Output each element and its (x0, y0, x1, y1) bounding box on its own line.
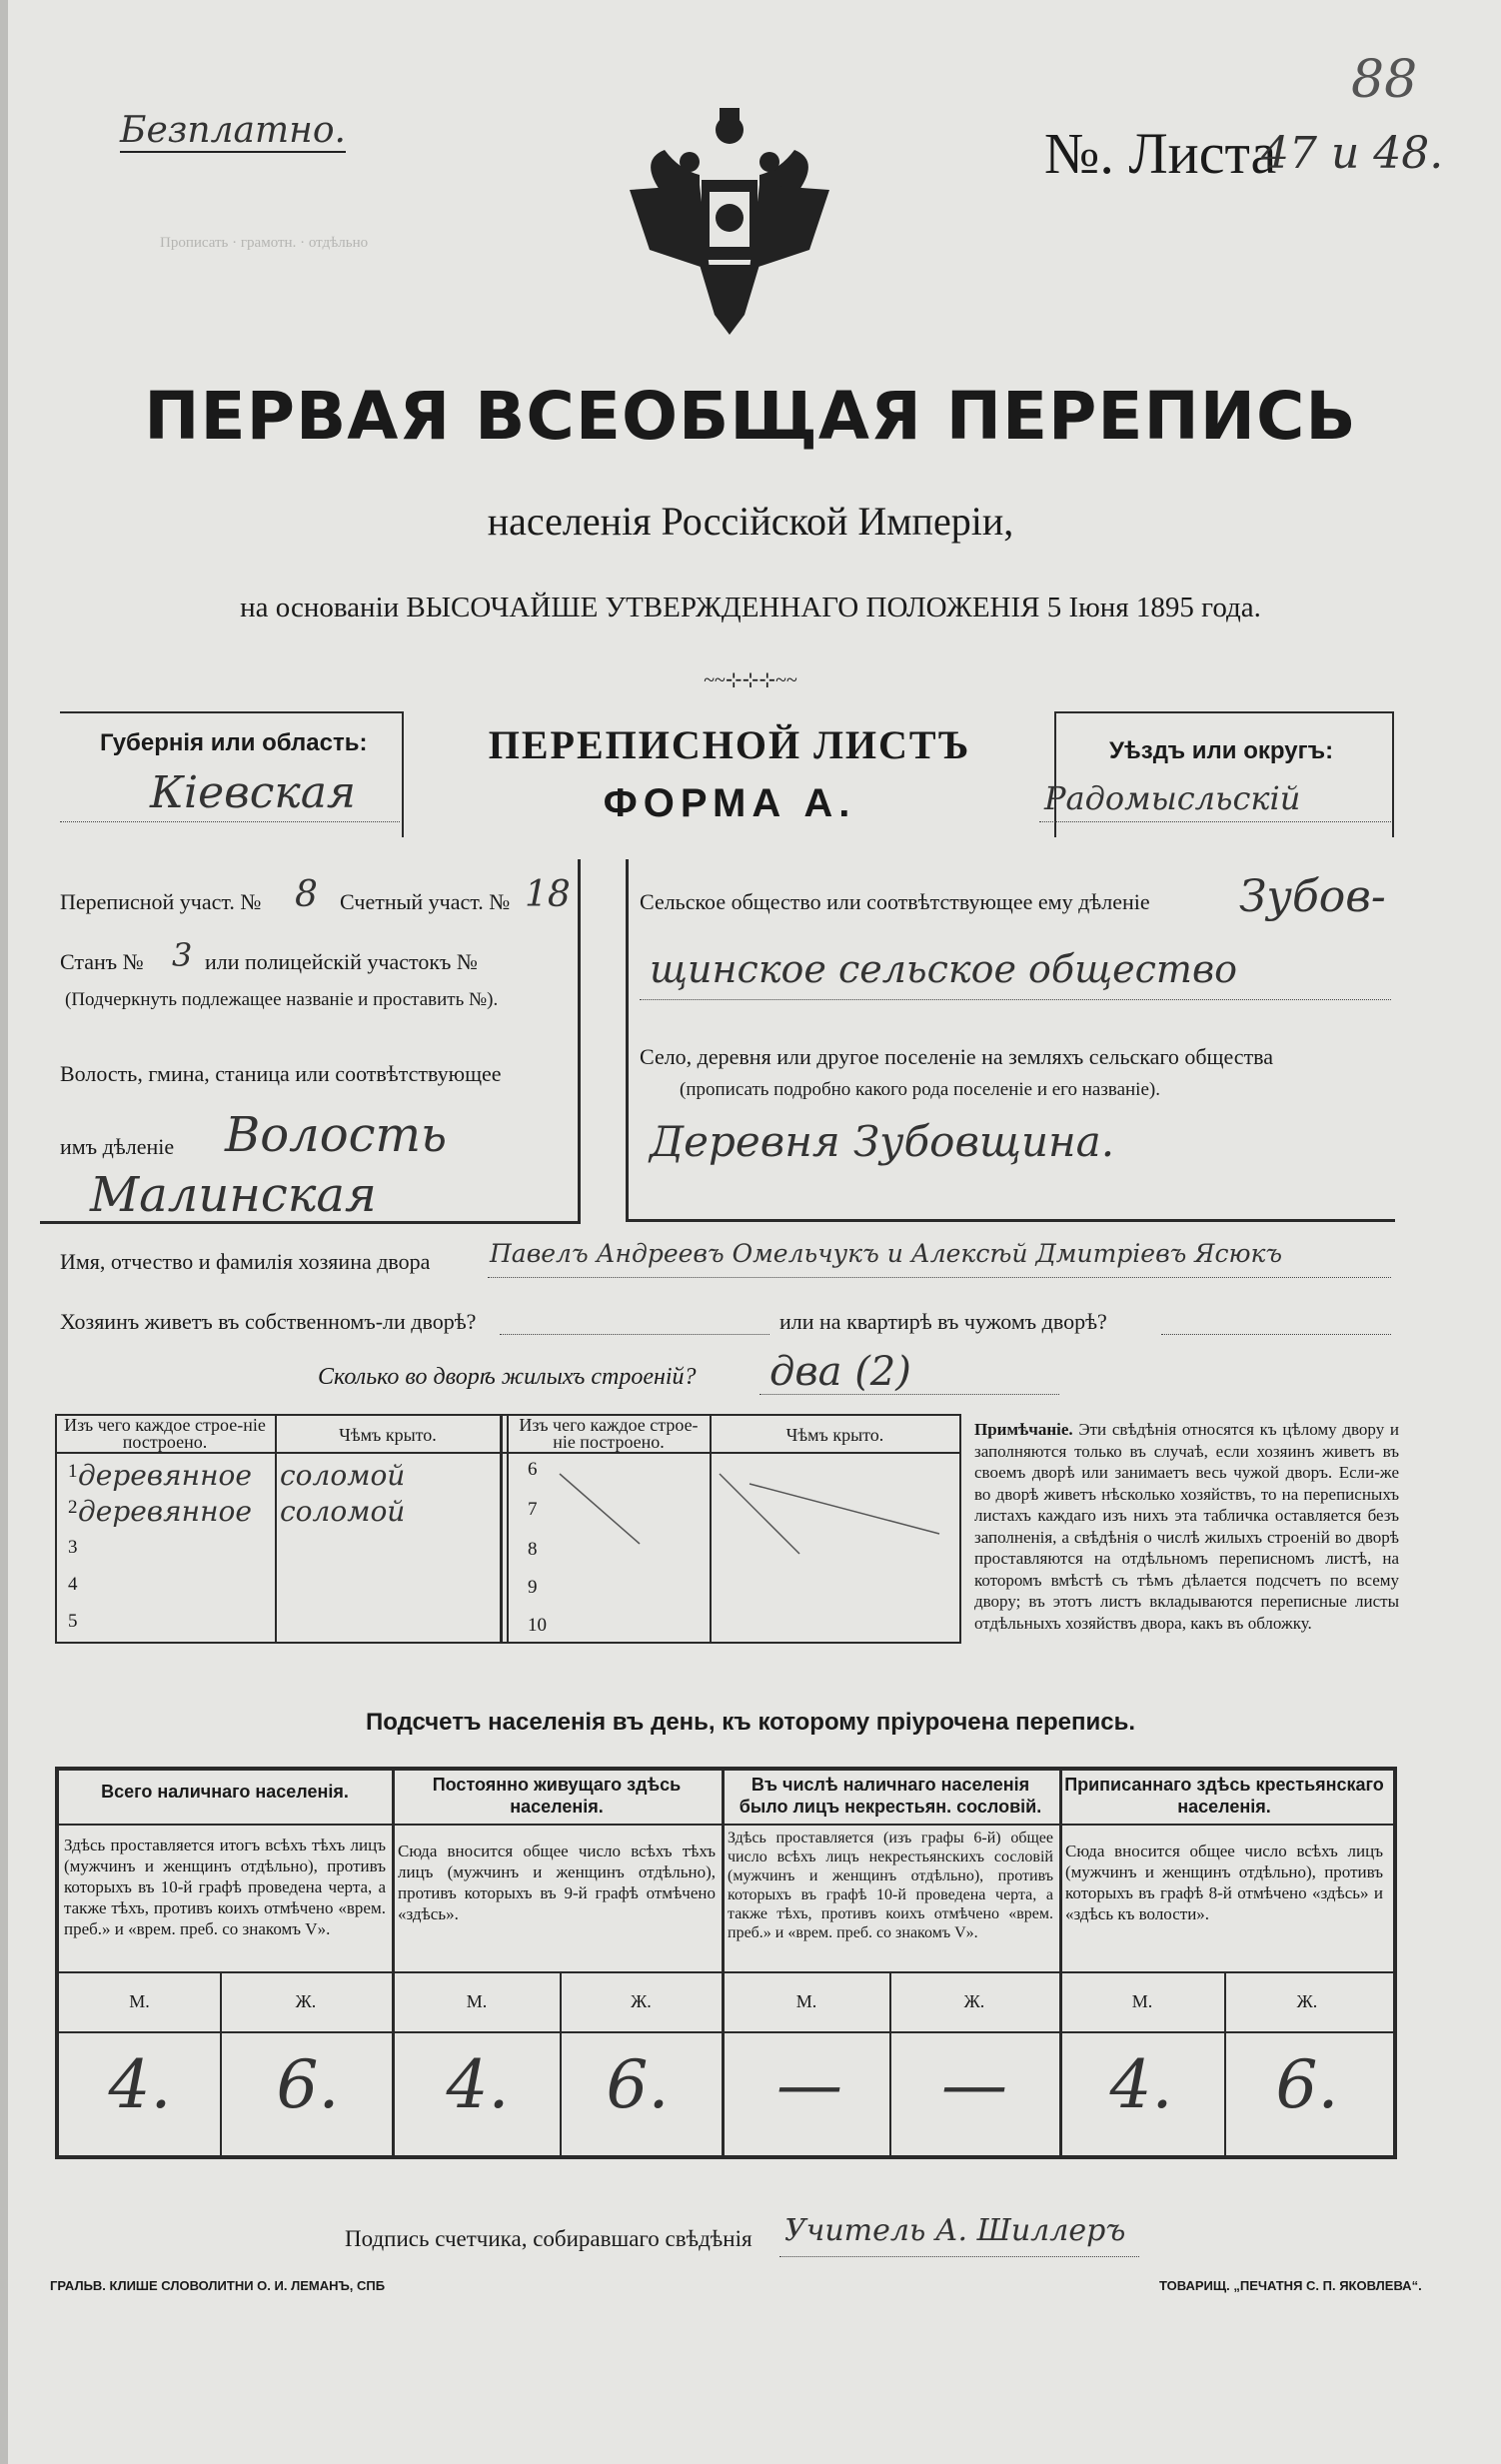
buildings-header-line (55, 1452, 961, 1454)
m-value: — (776, 2046, 842, 2123)
uezd-label: Уѣздъ или округъ: (1109, 737, 1334, 764)
f-label: Ж. (1296, 1991, 1318, 2011)
primechanie-text: Эти свѣдѣнія относятся къ цѣлому двору и заполняются только въ случаѣ, если хозяинъ живетъ въ своемъ дворѣ или занимаетъ весь чужой дворъ. Если-же во дворѣ живетъ нѣсколько хозяйствъ, то на переписныхъ листахъ каждаго изъ нихъ эта табличка оставляется безъ заполненія, а свѣдѣнія о числѣ жилыхъ строеній во дворѣ проставляются на отдѣльномъ переписномъ листѣ, на которомъ вмѣстѣ съ тѣмъ дѣлается подсчетъ по всему двору; въ этотъ листъ вкладываются переписные листы отдѣльныхъ хозяйствъ двора, какъ въ обложку. (974, 1420, 1400, 1633)
row-number: 4 (68, 1574, 78, 1595)
count-mf-divider-4 (1224, 1971, 1226, 2155)
m-value: 4. (108, 2046, 172, 2123)
buildings-col-divider-1 (275, 1414, 277, 1644)
free-label: Безплатно. (120, 110, 346, 151)
buildings-value: два (2) (769, 1349, 911, 1395)
count-col-desc: Здѣсь проставляется (изъ графы 6-й) общее число всѣхъ лицъ некрестьянскихъ сословій (мужчинъ и женщинъ отдѣльно), противъ которыхъ въ графѣ 10-й проведена черта, а также тѣхъ, противъ коихъ отмѣчено «врем. преб.» и «врем. преб. со знакомъ V». (728, 1830, 1053, 1941)
col-material-left: Изъ чего каждое строе-ніе построено. (64, 1415, 266, 1452)
perepis-uch-value: 8 (295, 874, 318, 915)
ornament-divider: ~~⊹⊹⊹~~ (704, 669, 797, 691)
society-line (640, 999, 1391, 1000)
guberniya-line (60, 821, 400, 822)
main-title: ПЕРВАЯ ВСЕОБЩАЯ ПЕРЕПИСЬ (144, 378, 1357, 455)
society-value-2: щинское сельское общество (650, 947, 1237, 991)
schet-uch-value: 18 (525, 874, 571, 915)
count-col-title: Всего наличнаго населенія. (101, 1782, 349, 1802)
form-name: ФОРМА А. (603, 781, 856, 825)
m-value: 4. (446, 2046, 510, 2123)
society-label: Сельское общество или соотвѣтствующее ему дѣленіе (640, 889, 1150, 914)
cross-out-strokes (540, 1464, 959, 1634)
guberniya-box-top (60, 711, 402, 713)
count-col-title: Постоянно живущаго здѣсь населенія. (432, 1775, 682, 1817)
district-right-box-bottom (626, 1219, 1395, 1222)
col-material-right: Изъ чего каждое строе-ніе построено. (519, 1415, 699, 1452)
owner-name-label: Имя, отчество и фамилія хозяина двора (60, 1249, 431, 1274)
m-label: М. (466, 1991, 488, 2011)
primechanie (974, 1419, 1399, 1634)
roof-cell: соломой (280, 1459, 406, 1492)
rent-line (1161, 1334, 1391, 1335)
m-value: 4. (1109, 2046, 1173, 2123)
own-yard-label: Хозяинъ живетъ въ собственномъ-ли дворѣ? (60, 1309, 477, 1334)
material-cell: деревянное (78, 1495, 252, 1528)
f-value: — (941, 2046, 1007, 2123)
row-number: 10 (528, 1615, 547, 1636)
count-mf-divider-2 (560, 1971, 562, 2155)
row-number: 2 (68, 1497, 78, 1518)
m-label: М. (795, 1991, 817, 2011)
coat-of-arms-icon (620, 100, 839, 350)
rent-label: или на квартирѣ въ чужомъ дворѣ? (779, 1309, 1107, 1334)
f-label: Ж. (631, 1991, 652, 2011)
row-number: 8 (528, 1539, 538, 1560)
buildings-col-divider-mid (500, 1414, 503, 1644)
bleed-through-text: Прописать · грамотн. · отдѣльно (160, 235, 369, 251)
count-mf-line (55, 2031, 1397, 2033)
sheet-label: №. Листа (1044, 121, 1277, 186)
m-label: М. (129, 1991, 150, 2011)
uezd-box-right (1392, 711, 1394, 837)
own-yard-line (500, 1334, 769, 1335)
primechanie-title: Примѣчаніе. (974, 1420, 1073, 1439)
uezd-line (1039, 821, 1391, 822)
row-number: 3 (68, 1537, 78, 1558)
archive-number: 88 (1351, 50, 1418, 110)
count-mf-divider-3 (889, 1971, 891, 2155)
row-number: 7 (528, 1499, 538, 1520)
stan-value: 3 (172, 936, 193, 974)
f-label: Ж. (963, 1991, 985, 2011)
legal-basis: на основаніи ВЫСОЧАЙШЕ УТВЕРЖДЕННАГО ПОЛОЖЕНІЯ 5 Іюня 1895 года. (240, 592, 1261, 623)
volost-value-1: Волость (225, 1107, 448, 1163)
col-roof-left: Чѣмъ крыто. (339, 1425, 437, 1445)
count-title-line (55, 1824, 1397, 1826)
m-label: М. (1131, 1991, 1153, 2011)
signature-line (779, 2256, 1139, 2257)
count-table-heading: Подсчетъ населенія въ день, къ которому пріурочена перепись. (366, 1709, 1135, 1736)
volost-label: Волость, гмина, станица или соотвѣтствующее (60, 1061, 502, 1086)
owner-name-line (488, 1277, 1391, 1278)
uezd-value: Радомысльскій (1044, 779, 1301, 817)
district-note: (Подчеркнуть подлежащее названіе и проставить №). (65, 989, 499, 1010)
count-col-title: Въ числѣ наличнаго населенія было лицъ некрестьян. сословій. (739, 1775, 1042, 1817)
signature-label: Подпись счетчика, собиравшаго свѣдѣнія (345, 2226, 752, 2251)
schet-uch-label: Счетный участ. № (340, 889, 511, 914)
f-label: Ж. (295, 1991, 317, 2011)
row-number: 9 (528, 1577, 538, 1598)
footer-left: ГРАЛЬВ. КЛИШЕ СЛОВОЛИТНИ О. И. ЛЕМАНЪ, СПБ (50, 2278, 386, 2293)
f-value: 6. (1275, 2046, 1339, 2123)
sub-title: населенія Россійской Имперіи, (487, 499, 1014, 544)
count-desc-line (55, 1971, 1397, 1973)
owner-name-value: Павелъ Андреевъ Омельчукъ и Алексѣй Дмитріевъ Ясюкъ (490, 1239, 1283, 1268)
society-value-1: Зубов- (1239, 871, 1386, 922)
count-col-desc: Сюда вносится общее число всѣхъ тѣхъ лицъ (мужчинъ и женщинъ отдѣльно), противъ которыхъ въ 9-й графѣ отмѣчено «здѣсь». (398, 1842, 716, 1923)
sheet-number: 47 и 48. (1261, 128, 1444, 179)
row-number: 6 (528, 1459, 538, 1480)
count-col-desc: Здѣсь проставляется итогъ всѣхъ тѣхъ лицъ (мужчинъ и женщинъ отдѣльно), противъ которыхъ въ 10-й графѣ проведена черта, а также тѣхъ, противъ коихъ отмѣчено «врем. преб.» и «врем. преб. со знакомъ V». (64, 1836, 386, 1938)
col-roof-right: Чѣмъ крыто. (785, 1425, 884, 1445)
volost-value-2: Малинская (90, 1167, 377, 1223)
district-right-box-left (626, 859, 629, 1221)
uezd-box-divider (1054, 711, 1056, 837)
roof-cell: соломой (280, 1495, 406, 1528)
guberniya-label: Губернія или область: (100, 729, 368, 756)
f-value: 6. (276, 2046, 340, 2123)
count-col-desc: Сюда вносится общее число всѣхъ лицъ (мужчинъ и женщинъ отдѣльно), противъ которыхъ въ графѣ 8-й отмѣчено «здѣсь» и «здѣсь къ волости». (1065, 1842, 1383, 1923)
guberniya-box-divider (402, 711, 404, 837)
buildings-line (759, 1394, 1059, 1395)
volost-label-2: имъ дѣленіе (60, 1134, 175, 1159)
material-cell: деревянное (78, 1459, 252, 1492)
perepis-uch-label: Переписной участ. № (60, 889, 262, 914)
signature-value: Учитель А. Шиллеръ (784, 2213, 1126, 2248)
f-value: 6. (606, 2046, 670, 2123)
village-note: (прописать подробно какого рода поселеніе и его названіе). (680, 1079, 1160, 1100)
stan-label: Станъ № (60, 949, 144, 974)
uezd-box-top (1054, 711, 1394, 713)
village-value: Деревня Зубовщина. (650, 1117, 1115, 1166)
village-label: Село, деревня или другое поселеніе на земляхъ сельскаго общества (640, 1044, 1274, 1069)
footer-right: ТОВАРИЩ. „ПЕЧАТНЯ С. П. ЯКОВЛЕВА“. (1159, 2278, 1422, 2293)
count-col-title: Приписаннаго здѣсь крестьянскаго населенія. (1064, 1775, 1384, 1817)
police-label: или полицейскій участокъ № (205, 949, 478, 974)
row-number: 1 (68, 1461, 78, 1482)
row-number: 5 (68, 1611, 78, 1632)
buildings-label: Сколько во дворѣ жилыхъ строеній? (318, 1364, 697, 1390)
sheet-title: ПЕРЕПИСНОЙ ЛИСТЪ (488, 722, 971, 767)
buildings-col-divider-mid-2 (507, 1414, 509, 1644)
guberniya-value: Кіевская (150, 767, 357, 818)
